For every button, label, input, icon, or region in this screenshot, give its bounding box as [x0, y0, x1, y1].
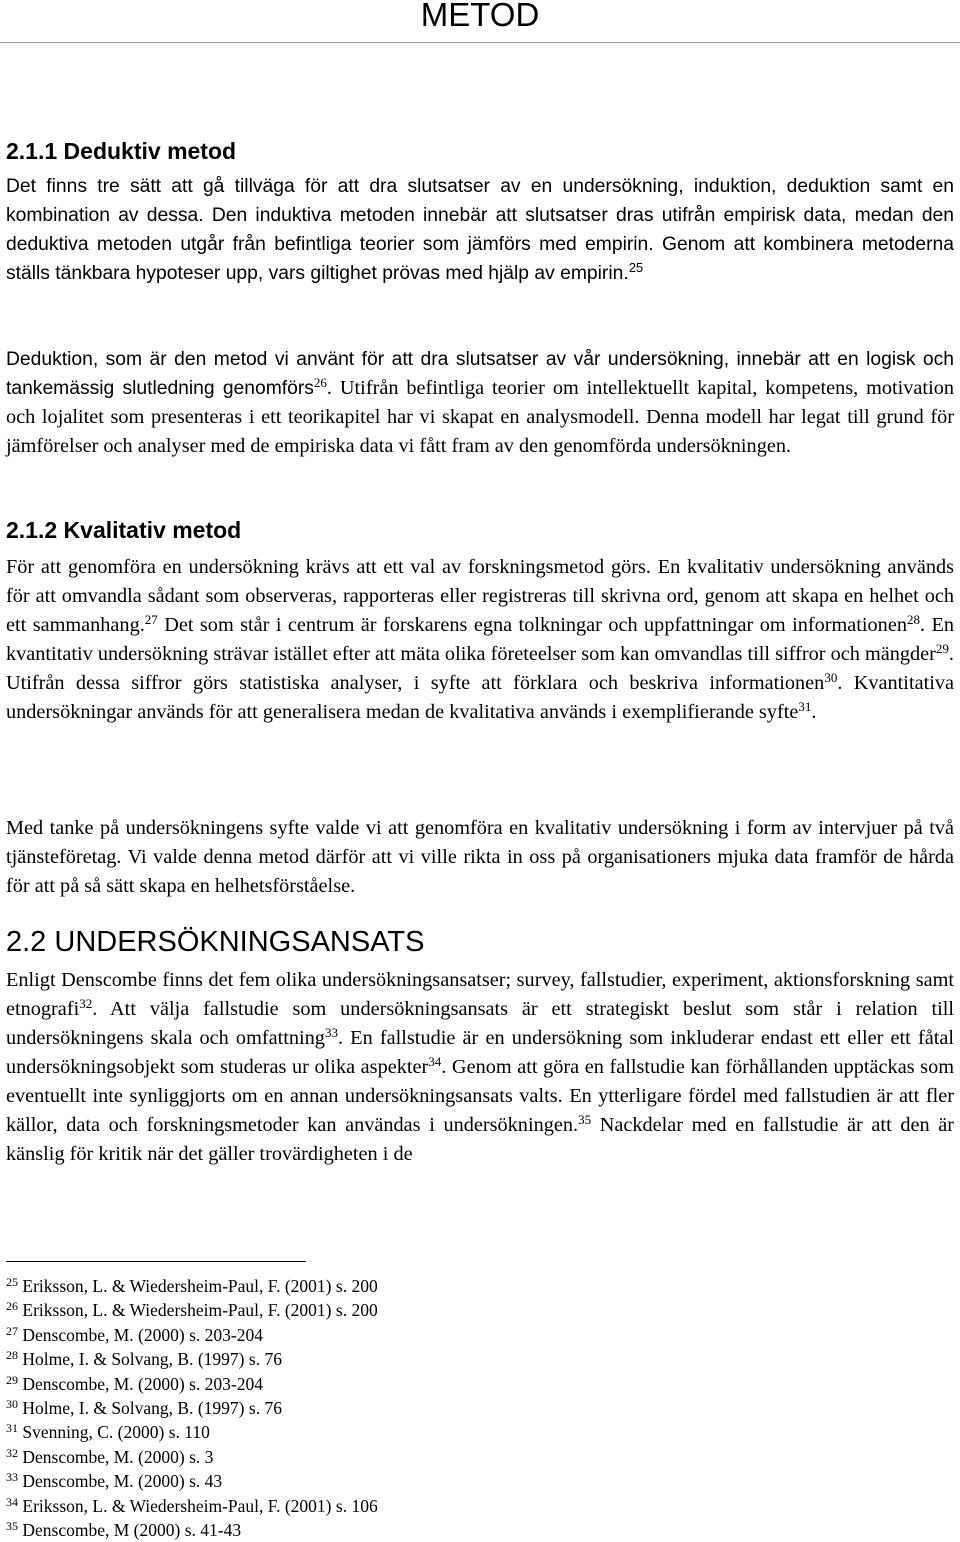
footnote-text: Holme, I. & Solvang, B. (1997) s. 76 — [22, 1349, 282, 1370]
footnote-item — [6, 1372, 706, 1396]
footnote-item — [6, 1323, 706, 1347]
text-run: . Utifrån befintliga teorier om intellektuellt kapital, kompetens, motivation och lojalitet som presenteras i ett teorikapitel har vi skapat en analysmodell. Denna modell har legat till grund för jämförelser och analyser med de empiriska data vi fått fram av den genomförda undersökningen. — [6, 377, 954, 457]
footnote-item — [6, 1469, 706, 1493]
footnote-number: 31 — [6, 1421, 18, 1436]
text-run: . En kvantitativ undersökning strävar istället efter att mäta olika företeelser som kan omvandlas till siffror och mängder — [6, 614, 954, 665]
footnote-item — [6, 1396, 706, 1420]
footnote-ref-28: 28 — [906, 611, 920, 627]
footnote-text: Holme, I. & Solvang, B. (1997) s. 76 — [22, 1398, 282, 1419]
footnote-item — [6, 1347, 706, 1371]
text-run: För att genomföra en undersökning krävs att ett val av forskningsmetod görs. En kvalitativ undersökning används för att omvandla sådant som observeras, rapporteras eller registreras till skrivna ord, genom att skapa en helhet och ett sammanhang. — [6, 556, 954, 636]
footnote-text: Denscombe, M. (2000) s. 43 — [22, 1471, 223, 1492]
footnote-number: 35 — [6, 1519, 18, 1534]
footnote-number: 30 — [6, 1397, 18, 1412]
footnote-ref-29: 29 — [935, 640, 949, 656]
footnote-item — [6, 1494, 706, 1518]
heading-undersokningsansats: 2.2 UNDERSÖKNINGSANSATS — [6, 926, 425, 958]
footnote-number: 27 — [6, 1323, 18, 1338]
text-run: Enligt Denscombe finns det fem olika undersökningsansatser; survey, fallstudier, experiment, aktionsforskning samt etnografi — [6, 969, 954, 1020]
paragraph-deduktion — [6, 345, 954, 461]
footnote-text: Svenning, C. (2000) s. 110 — [22, 1422, 210, 1443]
footnote-number: 25 — [6, 1275, 18, 1289]
text-run: Det finns tre sätt att gå tillväga för att dra slutsatser av en undersökning, induktion, deduktion samt en kombination av dessa. Den induktiva metoden innebär att slutsatser dras utifrån empirisk data, medan den deduktiva metoden utgår från befintliga teorier som jämförs med empirin. Genom att kombinera metoderna ställs tänkbara hypoteser upp, vars giltighet prövas med hjälp av empirin. — [6, 176, 954, 284]
text-run: . Att välja fallstudie som undersökningsansats är ett strategiskt beslut som står i relation till undersökningens skala och omfattning — [6, 998, 954, 1049]
page-header-title: METOD — [420, 0, 540, 33]
text-run: Deduktion, som är den metod vi använt för att dra slutsatser av vår undersökning, innebär att en logisk och tankemässig slutledning genomförs — [6, 349, 954, 399]
text-run: Nackdelar med en fallstudie är att den är känslig för kritik när det gäller trovärdigheten i de — [6, 1114, 954, 1165]
footnote-separator — [6, 1261, 306, 1262]
footnote-item — [6, 1298, 706, 1322]
footnote-text: Denscombe, M. (2000) s. 203-204 — [22, 1324, 263, 1345]
text-run: Det som står i centrum är forskarens egna tolkningar och uppfattningar om informationen — [157, 614, 907, 636]
footnote-ref-32: 32 — [79, 995, 93, 1011]
paragraph-syfte: Med tanke på undersökningens syfte valde vi att genomföra en kvalitativ undersökning i form av intervjuer på två tjänsteföretag. Vi valde denna metod därför att vi ville rikta in oss på organisationers mjuka data framför de hårda för att på så sätt skapa en helhetsförståelse. — [6, 817, 954, 897]
footnote-item — [6, 1518, 706, 1542]
footnote-text: Eriksson, L. & Wiedersheim-Paul, F. (2001) s. 200 — [22, 1300, 378, 1321]
paragraph-undersokningsansats — [6, 966, 954, 1169]
header-divider — [0, 42, 960, 43]
heading-deduktiv-metod: 2.1.1 Deduktiv metod — [6, 138, 237, 164]
footnote-item — [6, 1420, 706, 1444]
footnote-item — [6, 1274, 706, 1298]
heading-kvalitativ-metod: 2.1.2 Kvalitativ metod — [6, 517, 242, 543]
footnote-ref-33: 33 — [324, 1024, 338, 1040]
footnote-number: 28 — [6, 1348, 18, 1363]
footnote-text: Denscombe, M. (2000) s. 203-204 — [22, 1373, 263, 1394]
footnote-ref-31: 31 — [798, 698, 812, 714]
footnote-ref-34: 34 — [428, 1053, 442, 1069]
footnote-text: Denscombe, M (2000) s. 41-43 — [22, 1520, 242, 1541]
footnote-text: Eriksson, L. & Wiedersheim-Paul, F. (2001) s. 106 — [22, 1495, 378, 1516]
text-run: . Utifrån dessa siffror görs statistiska analyser, i syfte att förklara och beskriva informationen — [6, 643, 954, 694]
footnote-number: 26 — [6, 1299, 18, 1314]
footnote-item — [6, 1445, 706, 1469]
footnote-number: 29 — [6, 1372, 18, 1387]
text-run: . Genom att göra en fallstudie kan förhållanden upptäckas som eventuellt inte synliggjorts om en annan undersökningsansats valts. En ytterligare fördel med fallstudien är att fler källor, data och forskningsmetoder kan användas i undersökningen. — [6, 1056, 954, 1136]
text-run: . En fallstudie är en undersökning som inkluderar endast ett eller ett fåtal undersökningsobjekt som studeras ur olika aspekter — [6, 1027, 955, 1078]
footnote-ref-35: 35 — [578, 1111, 592, 1127]
footnote-number: 32 — [6, 1445, 18, 1460]
footnotes — [6, 1274, 706, 1542]
footnote-text: Eriksson, L. & Wiedersheim-Paul, F. (2001) s. 200 — [22, 1276, 378, 1296]
footnote-ref-26: 26 — [313, 374, 327, 390]
footnote-ref-30: 30 — [824, 669, 838, 685]
footnote-ref-25: 25 — [628, 259, 644, 275]
text-run: . — [811, 701, 817, 723]
footnote-ref-27: 27 — [144, 611, 158, 627]
footnote-text: Denscombe, M. (2000) s. 3 — [22, 1446, 214, 1467]
paragraph-kvalitativ — [6, 553, 954, 727]
paragraph-deduktiv-intro — [6, 172, 954, 288]
text-run: . Kvantitativa undersökningar används för att generalisera medan de kvalitativa används i exemplifierande syfte — [6, 672, 954, 723]
footnote-number: 34 — [6, 1494, 18, 1509]
footnote-number: 33 — [6, 1470, 18, 1485]
